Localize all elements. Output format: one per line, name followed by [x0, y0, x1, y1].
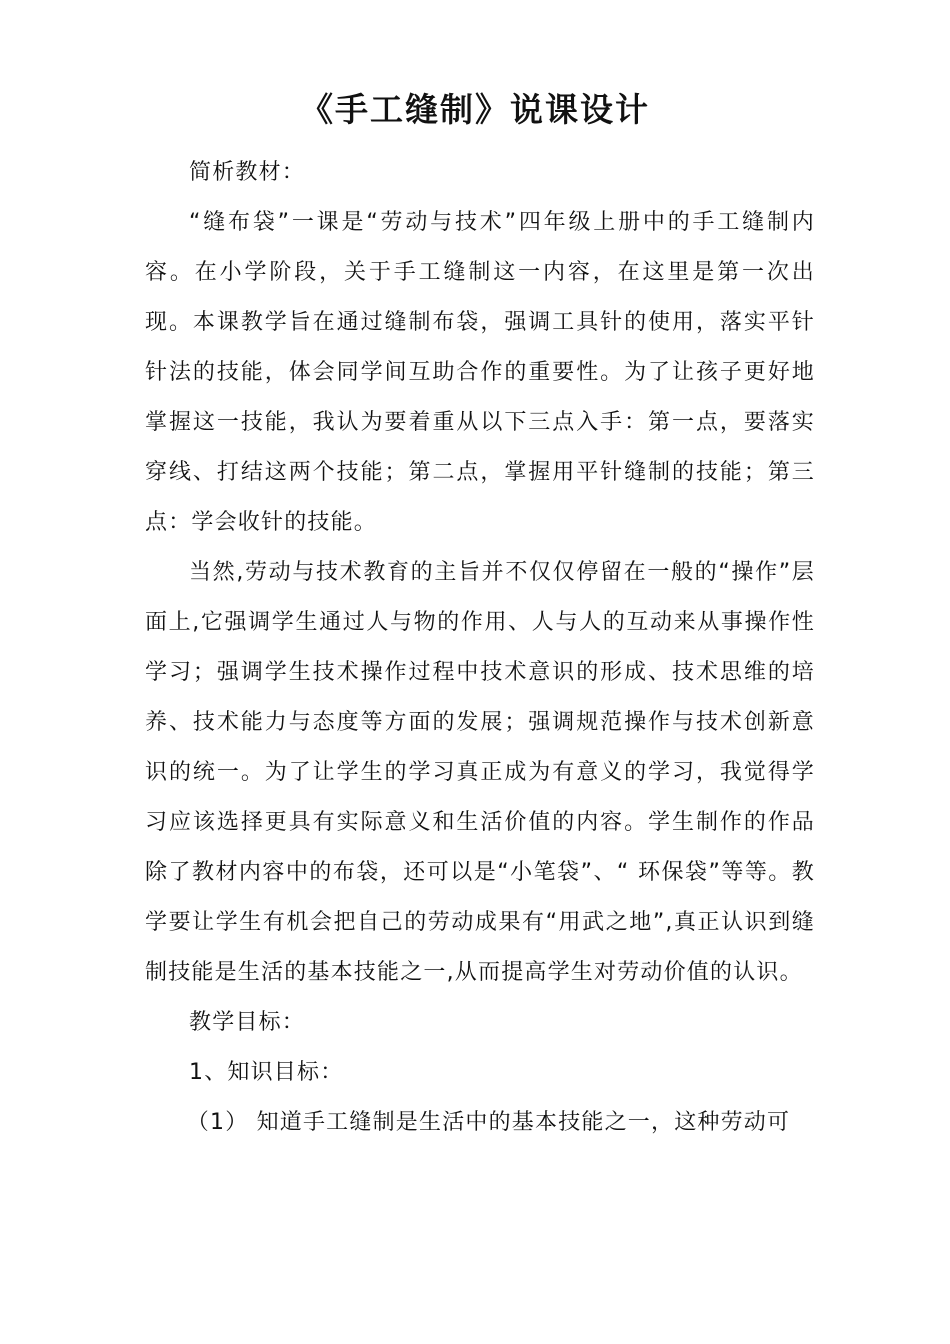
- subheading-knowledge-objective: 1、知识目标：: [189, 1060, 344, 1085]
- paragraph-education-aims: 当然,劳动与技术教育的主旨并不仅仅停留在一般的“操作”层面上,它强调学生通过人与物的作用、人与人的互动来从事操作性学习；强调学生技术操作过程中技术意识的形成、技术思维的培养、技术能力与态度等方面的发展；强调规范操作与技术创新意识的统一。为了让学生的学习真正成为有意义的学习，我觉得学习应该选择更具有实际意义和生活价值的内容。学生制作的作品除了教材内容中的布袋，还可以是“小笔袋”、“ 环保袋”等等。教学要让学生有机会把自己的劳动成果有“用武之地”,真正认识到缝制技能是生活的基本技能之一,从而提高学生对劳动价值的认识。: [145, 560, 815, 985]
- section-heading-textbook: 简析教材：: [189, 160, 306, 185]
- document-body: [145, 148, 815, 1148]
- list-item-objective-1: （1） 知道手工缝制是生活中的基本技能之一，这种劳动可: [186, 1110, 791, 1135]
- paragraph-textbook-analysis: “缝布袋”一课是“劳动与技术”四年级上册中的手工缝制内容。在小学阶段，关于手工缝制这一内容，在这里是第一次出现。本课教学旨在通过缝制布袋，强调工具针的使用，落实平针针法的技能，体会同学间互助合作的重要性。为了让孩子更好地掌握这一技能，我认为要着重从以下三点入手：第一点，要落实穿线、打结这两个技能；第二点，掌握用平针缝制的技能；第三点：学会收针的技能。: [145, 210, 815, 535]
- section-heading-objectives: 教学目标：: [189, 1010, 306, 1035]
- document-title: 《手工缝制》说课设计: [300, 90, 650, 129]
